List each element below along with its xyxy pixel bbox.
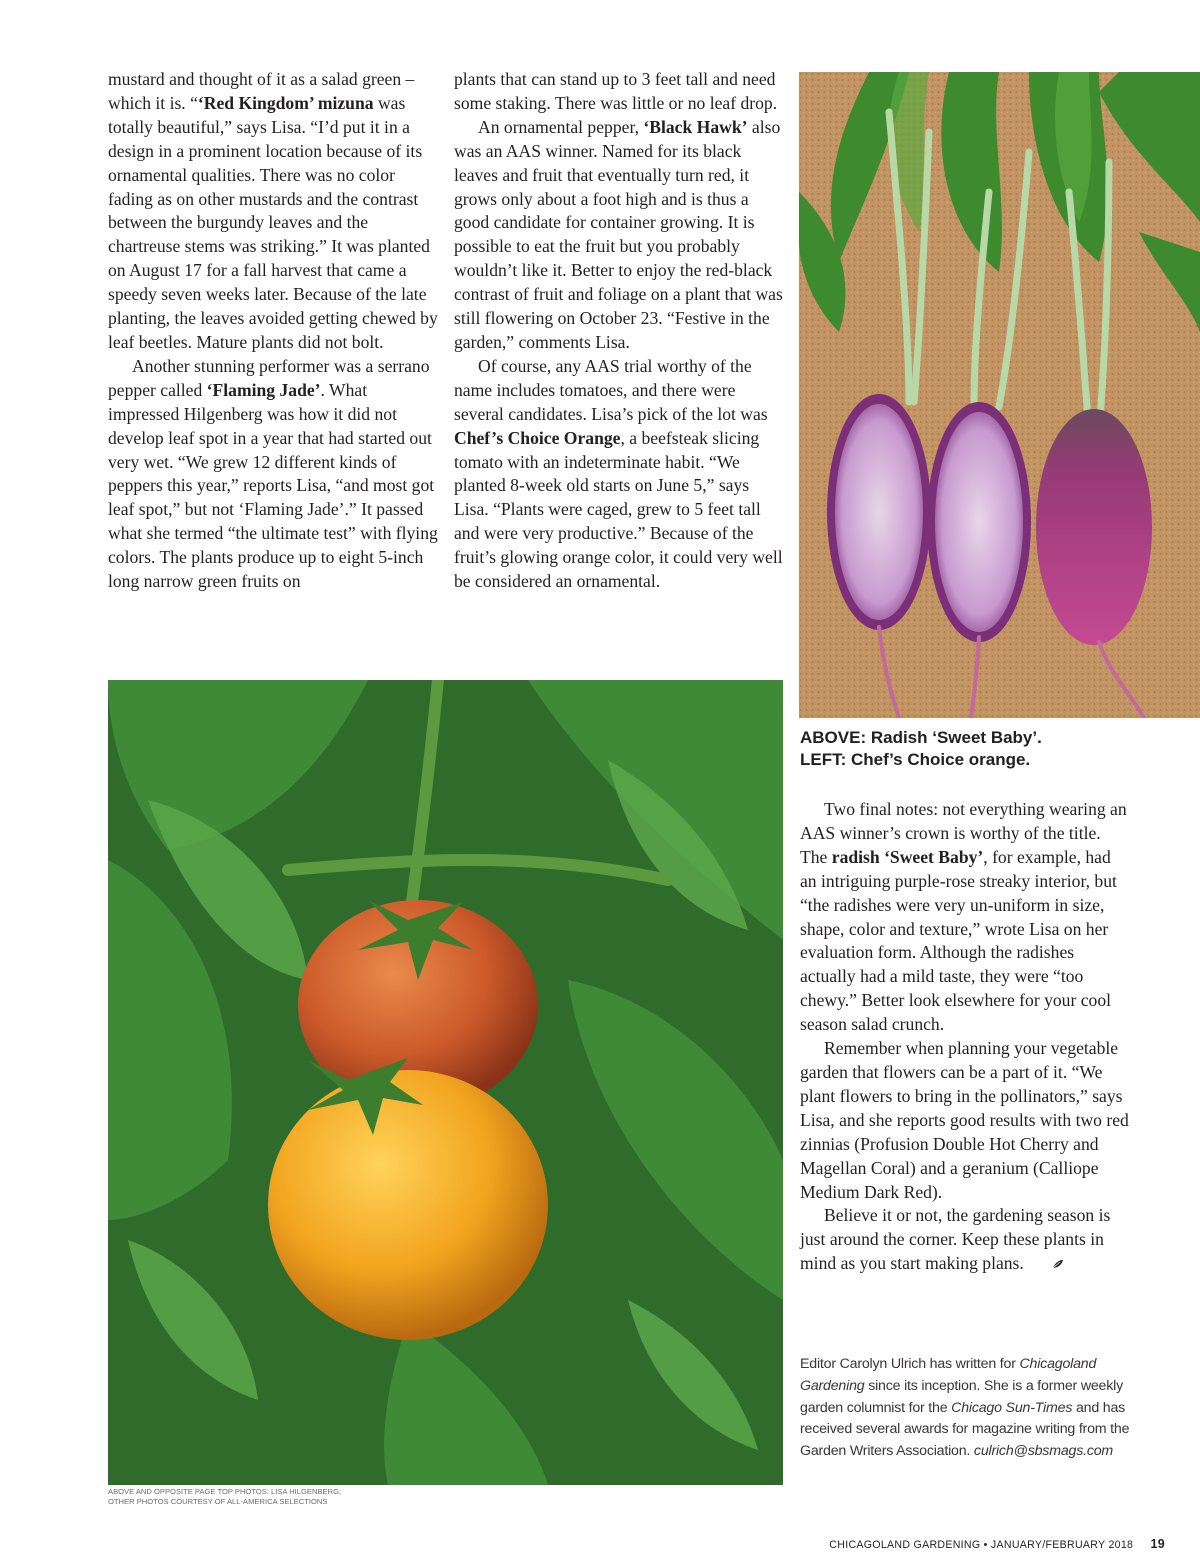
caption-line-above: ABOVE: Radish ‘Sweet Baby’.	[800, 728, 1042, 747]
article-column-2	[454, 68, 786, 594]
paragraph: An ornamental pepper, ‘Black Hawk’ also was an AAS winner. Named for its black leaves and fruit that eventually turn red, it grows only about a foot high and is thus a good candidate for container growing. It is possible to eat the fruit but you probably wouldn’t like it. Better to enjoy the red-black contrast of fruit and foliage on a plant that was still flowering on October 23. “Festive in the garden,” comments Lisa.	[454, 116, 783, 352]
page-number: 19	[1150, 1537, 1165, 1551]
newspaper-name: Chicago Sun-Times	[951, 1399, 1073, 1416]
plant-name-black-hawk: ‘Black Hawk’	[643, 116, 748, 137]
page-footer	[700, 1537, 1165, 1551]
paragraph: Remember when planning your vegetable garden that flowers can be a part of it. “We plant flowers to bring in the pollinators,” says Lisa, and she reports good results with two red zinnias (Profusion Double Hot Cherry and Magellan Coral) and a geranium (Calliope Medium Dark Red).	[800, 1038, 1129, 1202]
article-column-3	[800, 798, 1130, 1276]
author-email[interactable]: culrich@sbsmags.com	[973, 1443, 1114, 1460]
photo-caption	[800, 727, 1180, 771]
paragraph: Two final notes: not everything wearing an AAS winner’s crown is worthy of the title. The radish ‘Sweet Baby’, for example, had an intriguing purple-rose streaky interior, but “the radishes were very un-uniform in size, shape, color and texture,” wrote Lisa on her evaluation form. Although the radishes actually had a mild taste, they were “too chewy.” Better look elsewhere for your cool season salad crunch.	[800, 799, 1127, 1035]
paragraph: mustard and thought of it as a salad green – which it is. “‘Red Kingdom’ mizuna was totally beautiful,” says Lisa. “I’d put it in a design in a prominent location because of its ornamental qualities. There was no color fading as on other mustards and the contrast between the burgundy leaves and the chartreuse stems was striking.” It was planted on August 17 for a fall harvest that came a speedy seven weeks later. Because of the late planting, the leaves avoided getting chewed by leaf beetles. Mature plants did not bolt.	[108, 69, 438, 352]
paragraph: Believe it or not, the gardening season is just around the corner. Keep these plants in mind as you start making plans.	[800, 1205, 1111, 1274]
paragraph: Another stunning performer was a serrano pepper called ‘Flaming Jade’. What impressed Hilgenberg was how it did not develop leaf spot in a year that had started out very wet. “We grew 12 different kinds of peppers this year,” reports Lisa, “and most got leaf spot,” but not ‘Flaming Jade’.” It passed what she termed “the ultimate test” with flying colors. The plants produce up to eight 5-inch long narrow green fruits on	[108, 355, 438, 592]
issue-date: JANUARY/FEBRUARY 2018	[990, 1539, 1134, 1551]
plant-name-flaming-jade: ‘Flaming Jade’	[206, 379, 321, 400]
magazine-name: CHICAGOLAND GARDENING	[829, 1539, 981, 1551]
paragraph: Of course, any AAS trial worthy of the name includes tomatoes, and there were several candidates. Lisa’s pick of the lot was Chef’s Choice Orange, a beefsteak slicing tomato with an indeterminate habit. “We planted 8-week old starts on June 5,” says Lisa. “Plants were caged, grew to 5 feet tall and were very productive.” Because of the fruit’s glowing orange color, it could very well be considered an ornamental.	[454, 355, 783, 592]
footer-separator: •	[983, 1539, 988, 1551]
radish-illustration	[799, 72, 1200, 718]
tomato-photo	[108, 680, 783, 1485]
plant-name-red-kingdom: ‘Red Kingdom’ mizuna	[197, 92, 374, 113]
author-bio: Editor Carolyn Ulrich has written for Chicagoland Gardening since its inception. She is a former weekly garden columnist for the Chicago Sun-Times and has received several awards for magazine writing from the Garden Writers Association. culrich@sbsmags.com	[800, 1356, 1130, 1460]
photo-credit: ABOVE AND OPPOSITE PAGE TOP PHOTOS: LISA HILGENBERG; OTHER PHOTOS COURTESY OF ALL-AMERICA SELECTIONS	[108, 1487, 342, 1506]
caption-line-left: LEFT: Chef’s Choice orange.	[800, 750, 1031, 769]
paragraph: plants that can stand up to 3 feet tall and need some staking. There was little or no leaf drop.	[454, 69, 778, 113]
publication-name: Chicagoland Gardening	[800, 1356, 1097, 1394]
plant-name-chefs-choice: Chef’s Choice Orange	[454, 427, 621, 448]
radish-photo	[799, 72, 1200, 718]
tomato-illustration	[108, 680, 783, 1485]
leaf-end-icon	[1028, 1252, 1040, 1262]
article-column-1	[108, 68, 438, 594]
plant-name-sweet-baby: radish ‘Sweet Baby’	[831, 846, 984, 867]
